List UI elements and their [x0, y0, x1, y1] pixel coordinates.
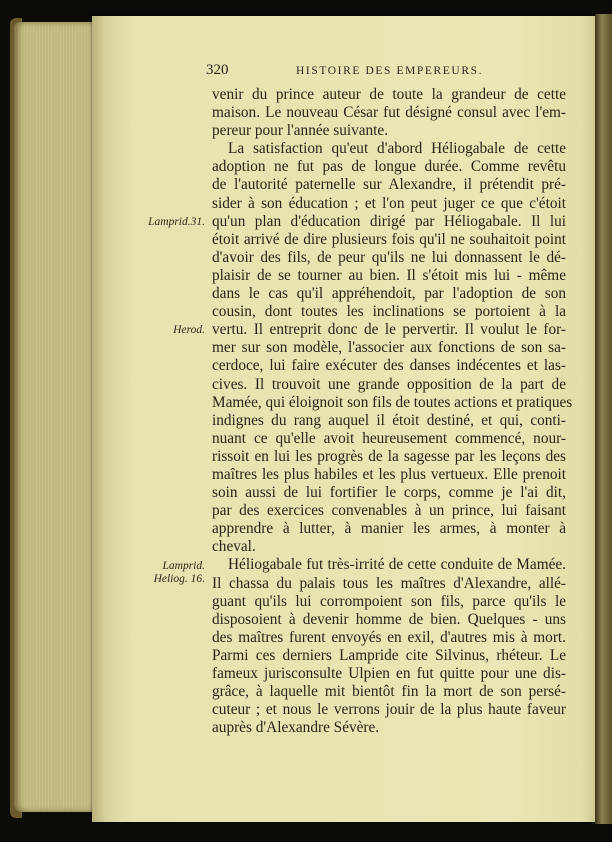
text-line: adoption ne fut pas de longue durée. Comme revêtu — [212, 158, 566, 176]
text-line: de l'autorité paternelle sur Alexandre, il prétendit pré- — [212, 176, 566, 194]
text-line: vertu. Il entreprit donc de le pervertir. Il voulut le for- — [212, 321, 566, 339]
text-line: Parmi ces derniers Lampride cite Silvinus, rhéteur. Le — [212, 646, 566, 664]
text-line: par des exercices convenables à un prince, lui faisant — [212, 502, 566, 520]
text-line: mer sur son modèle, l'associer aux fonctions de son sa- — [212, 339, 566, 357]
facing-page-edge — [595, 14, 612, 824]
text-line: disposoient à devenir homme de bien. Quelques - uns — [212, 610, 566, 628]
text-line: grâce, à laquelle mit bientôt fin la mort de son persé- — [212, 683, 566, 701]
text-line: Mamée, qui éloignoit son fils de toutes actions et pratiques — [212, 393, 573, 411]
text-line: La satisfaction qu'eut d'abord Héliogabale de cette — [228, 140, 566, 158]
text-line: soin aussi de lui fortifier le corps, comme je l'ai dit, — [212, 484, 566, 502]
text-line: nuant ce qu'elle avoit heureusement commencé, nour- — [212, 429, 566, 447]
text-line: dans le cas qu'il appréhendoit, par l'adoption de son — [212, 285, 566, 303]
text-line: qu'un plan d'éducation dirigé par Héliogabale. Il lui — [212, 212, 566, 230]
text-line: rissoit en lui les progrès de la sagesse par les leçons des — [212, 447, 566, 465]
text-line: cheval. — [212, 538, 256, 556]
text-line: guant qu'ils lui corrompoient son fils, parce qu'ils le — [212, 592, 566, 610]
text-line: Il chassa du palais tous les maîtres d'Alexandre, allé- — [212, 574, 566, 592]
page-edges-stack — [14, 22, 104, 812]
text-line: maîtres les plus habiles et les plus vertueux. Elle prenoit — [212, 465, 566, 483]
text-line: venir du prince auteur de toute la grandeur de cette — [212, 86, 566, 103]
text-line: sider à son éducation ; et l'on peut juger ce que c'étoit — [212, 194, 566, 212]
text-line: cuteur ; et nous le verrons jouir de la plus haute faveur — [212, 701, 566, 719]
body-text — [212, 86, 573, 737]
margin-note: Lamprid. Heliog. 16. — [153, 559, 205, 585]
text-line: cerdoce, lui faire exécuter des danses indécentes et las- — [212, 357, 566, 375]
text-line: des maîtres furent envoyés en exil, d'autres mis à mort. — [212, 628, 566, 646]
text-line: cives. Il trouvoit une grande opposition de la part de — [212, 375, 566, 393]
text-line: plaisir de se tourner au bien. Il s'étoit mis lui - même — [212, 266, 566, 284]
text-line: d'avoir des fils, de peur qu'ils ne lui donnassent le dé- — [212, 248, 566, 266]
text-line: étoit arrivé de dire plusieurs fois qu'il ne souhaitoit point — [212, 230, 566, 248]
text-line: Héliogabale fut très-irrité de cette conduite de Mamée. — [228, 556, 566, 574]
text-line: pereur pour l'année suivante. — [212, 122, 389, 140]
text-line: auprès d'Alexandre Sévère. — [212, 719, 380, 737]
text-line: indignes du rang auquel il étoit destiné, et qui, conti- — [212, 411, 566, 429]
text-line: maison. Le nouveau César fut désigné consul avec l'em- — [212, 104, 566, 122]
margin-note: Herod. — [173, 324, 205, 337]
text-line: apprendre à lutter, à manier les armes, à monter à — [212, 520, 566, 538]
running-head: HISTOIRE DES EMPEREURS. — [296, 65, 484, 77]
text-line: cousin, dont toutes les inclinations se portoient à la — [212, 303, 566, 321]
margin-note: Lamprid.31. — [148, 215, 205, 228]
text-line: fameux jurisconsulte Ulpien en fut quitte pour une dis- — [212, 665, 566, 682]
page-number: 320 — [206, 62, 229, 78]
